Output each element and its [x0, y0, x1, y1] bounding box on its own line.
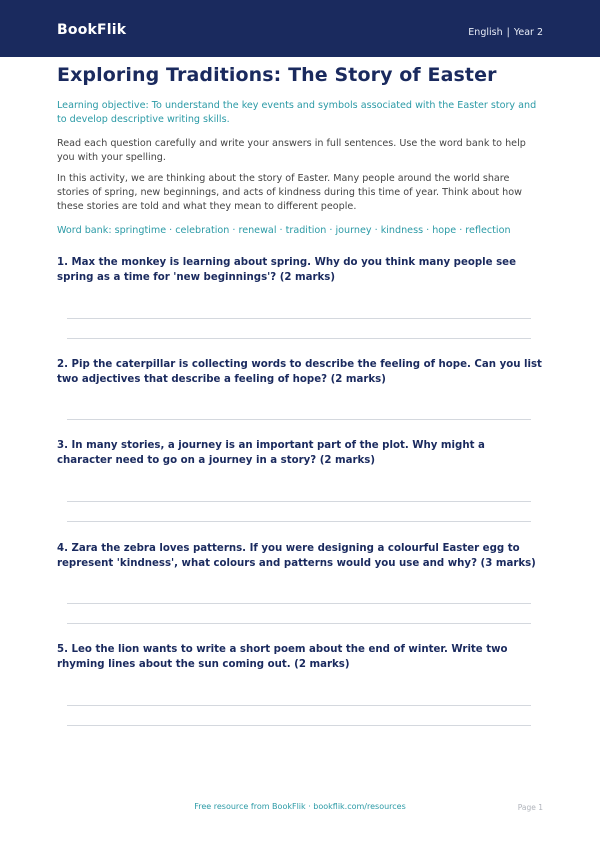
answer-line[interactable]	[67, 725, 531, 726]
answer-line[interactable]	[67, 521, 531, 522]
intro-text: In this activity, we are thinking about the story of Easter. Many people around the world share stories of spring, new beginnings, and acts of kindness during this time of year. Think about how these stories are told and what they mean to different people.	[57, 173, 522, 212]
brand-logo-text: BookFlik	[57, 22, 127, 38]
question-1: 1. Max the monkey is learning about spring. Why do you think many people see spring as a time for 'new beginnings'? (2 marks)	[57, 257, 516, 283]
answer-line[interactable]	[67, 623, 531, 624]
header-meta	[468, 27, 543, 38]
learning-objective: Learning objective: To understand the key events and symbols associated with the Easter story and to develop descriptive writing skills.	[57, 100, 537, 125]
meta-separator: |	[506, 27, 510, 38]
answer-line[interactable]	[67, 603, 531, 604]
answer-line[interactable]	[67, 318, 531, 319]
instructions-text: Read each question carefully and write your answers in full sentences. Use the word bank to help you with your spelling.	[57, 138, 526, 163]
answer-line[interactable]	[67, 705, 531, 706]
answer-line[interactable]	[67, 501, 531, 502]
footer-credit: Free resource from BookFlik · bookflik.com/resources	[194, 802, 406, 811]
question-5: 5. Leo the lion wants to write a short poem about the end of winter. Write two rhyming lines about the sun coming out. (2 marks)	[57, 644, 508, 670]
subject-label: English	[468, 27, 503, 38]
year-label: Year 2	[513, 27, 543, 38]
page-number: Page 1	[517, 803, 543, 812]
answer-line[interactable]	[67, 419, 531, 420]
answer-line[interactable]	[67, 338, 531, 339]
word-bank: Word bank: springtime · celebration · renewal · tradition · journey · kindness · hope · reflection	[57, 225, 511, 236]
page-title: Exploring Traditions: The Story of Easter	[57, 64, 497, 86]
question-4: 4. Zara the zebra loves patterns. If you were designing a colourful Easter egg to represent 'kindness', what colours and patterns would you use and why? (3 marks)	[57, 543, 536, 569]
question-2: 2. Pip the caterpillar is collecting words to describe the feeling of hope. Can you list two adjectives that describe a feeling of hope? (2 marks)	[57, 359, 542, 385]
page-header	[0, 0, 600, 57]
question-3: 3. In many stories, a journey is an important part of the plot. Why might a character need to go on a journey in a story? (2 marks)	[57, 440, 485, 466]
